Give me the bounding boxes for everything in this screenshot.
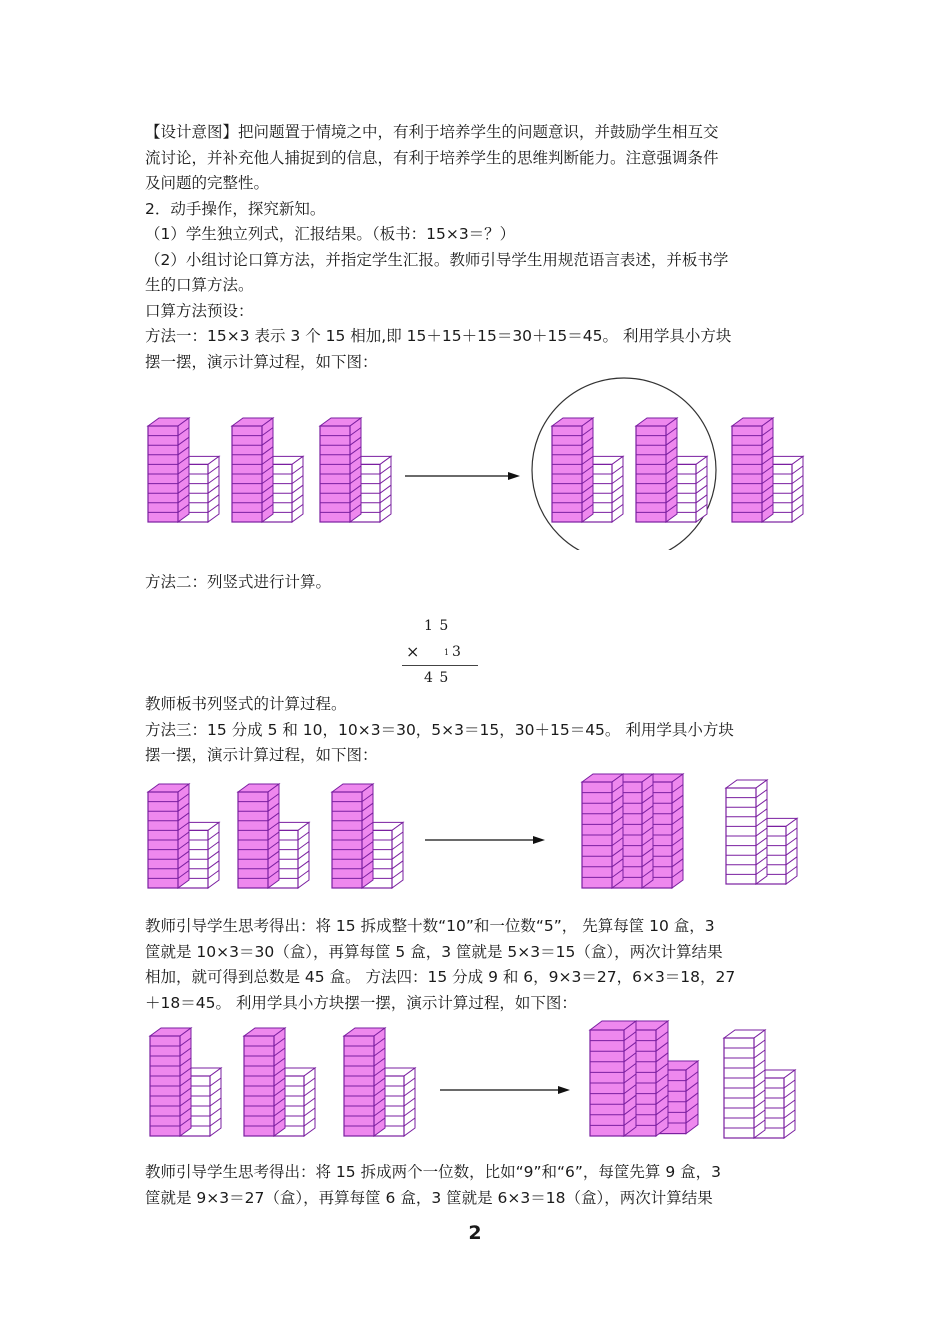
block-group — [150, 1028, 221, 1136]
block-group — [232, 418, 303, 522]
paragraph-block-2 — [145, 570, 807, 596]
pink-cube-column — [636, 418, 677, 522]
text-line: 生的口算方法。 — [145, 276, 254, 294]
text-line: 口算方法预设： — [145, 301, 254, 320]
arrow-head — [508, 472, 520, 480]
combined-nines-block — [590, 1021, 698, 1136]
text-line: 摆一摆，演示计算过程，如下图： — [145, 746, 378, 764]
block-group — [320, 418, 391, 522]
text-line: 【设计意图】把问题置于情境之中，有利于培养学生的问题意识，并鼓励学生相互交 — [145, 123, 719, 141]
block-group — [636, 418, 707, 522]
text-line: 2．动手操作，探究新知。 — [145, 199, 326, 218]
combined-tens-block — [582, 774, 683, 888]
figure-method-three — [140, 768, 820, 898]
text-line: 相加，就可得到总数是 45 盒。 方法四：15 分成 9 和 6，9×3＝27，6×3＝18，27 — [145, 968, 736, 986]
pink-cube-column — [590, 1021, 636, 1136]
figure-method-one — [140, 370, 820, 550]
text-line: 教师板书列竖式的计算过程。 — [145, 695, 347, 713]
page-number: 2 — [468, 1222, 482, 1244]
paragraph-block-5 — [145, 1160, 807, 1211]
pink-cube-column — [148, 418, 189, 522]
block-group — [332, 784, 403, 888]
block-group — [148, 418, 219, 522]
pink-cube-column — [332, 784, 373, 888]
paragraph-block-1 — [145, 120, 807, 375]
pink-cube-column — [726, 780, 767, 884]
pink-cube-column — [148, 784, 189, 888]
figure-method-four — [140, 1016, 820, 1146]
paragraph-block-3 — [145, 692, 807, 769]
block-group — [244, 1028, 315, 1136]
multiplicand: 1 5 — [424, 618, 450, 634]
text-line: 筐就是 10×3＝30（盒），再算每筐 5 盒，3 筐就是 5×3＝15（盒），两次计算结果 — [145, 942, 723, 961]
pink-cube-column — [724, 1030, 765, 1138]
text-line: 方法二：列竖式进行计算。 — [145, 573, 332, 591]
text-line: 教师引导学生思考得出：将 15 拆成整十数“10”和一位数“5”， 先算每筐 10 盒，3 — [145, 917, 715, 935]
text-line: 教师引导学生思考得出：将 15 拆成两个一位数，比如“9”和“6”，每筐先算 9 盒，3 — [145, 1163, 721, 1181]
times-sign: × — [406, 642, 420, 661]
text-line: 方法一：15×3 表示 3 个 15 相加,即 15＋15＋15＝30＋15＝45。 利用学具小方块 — [145, 327, 732, 345]
block-group-sixes — [724, 1030, 795, 1138]
pink-cube-column — [582, 774, 623, 888]
block-group — [344, 1028, 415, 1136]
text-line: 流讨论，并补充他人捕捉到的信息，有利于培养学生的思维判断能力。注意强调条件 — [145, 148, 719, 167]
block-group — [148, 784, 219, 888]
arrow-head — [558, 1086, 570, 1094]
pink-cube-column — [552, 418, 593, 522]
block-group — [552, 418, 623, 522]
text-line: （1）学生独立列式，汇报结果。（板书：15×3＝？） — [145, 225, 516, 243]
pink-cube-column — [732, 418, 773, 522]
vertical-calculation — [398, 614, 488, 694]
arrow-head — [533, 836, 545, 844]
text-line: 及问题的完整性。 — [145, 174, 270, 192]
multiplier: 3 — [452, 644, 461, 660]
block-group-ones — [726, 780, 797, 884]
pink-cube-column — [232, 418, 273, 522]
text-line: （2）小组讨论口算方法，并指定学生汇报。教师引导学生用规范语言表述，并板书学 — [145, 250, 729, 269]
text-line: ＋18＝45。 利用学具小方块摆一摆，演示计算过程，如下图： — [145, 993, 577, 1012]
paragraph-block-4 — [145, 914, 807, 1016]
text-line: 筐就是 9×3＝27（盒），再算每筐 6 盒，3 筐就是 6×3＝18（盒），两次计算结果 — [145, 1188, 713, 1207]
pink-cube-column — [238, 784, 279, 888]
carry-digit: 1 — [444, 648, 450, 657]
calc-rule — [402, 665, 478, 666]
block-group — [732, 418, 803, 522]
pink-cube-column — [150, 1028, 191, 1136]
block-group — [238, 784, 309, 888]
pink-cube-column — [244, 1028, 285, 1136]
pink-cube-column — [320, 418, 361, 522]
product: 4 5 — [424, 670, 450, 686]
pink-cube-column — [344, 1028, 385, 1136]
text-line: 方法三：15 分成 5 和 10，10×3＝30，5×3＝15，30＋15＝45。 利用学具小方块 — [145, 720, 734, 739]
text-line: 摆一摆，演示计算过程，如下图： — [145, 352, 378, 371]
